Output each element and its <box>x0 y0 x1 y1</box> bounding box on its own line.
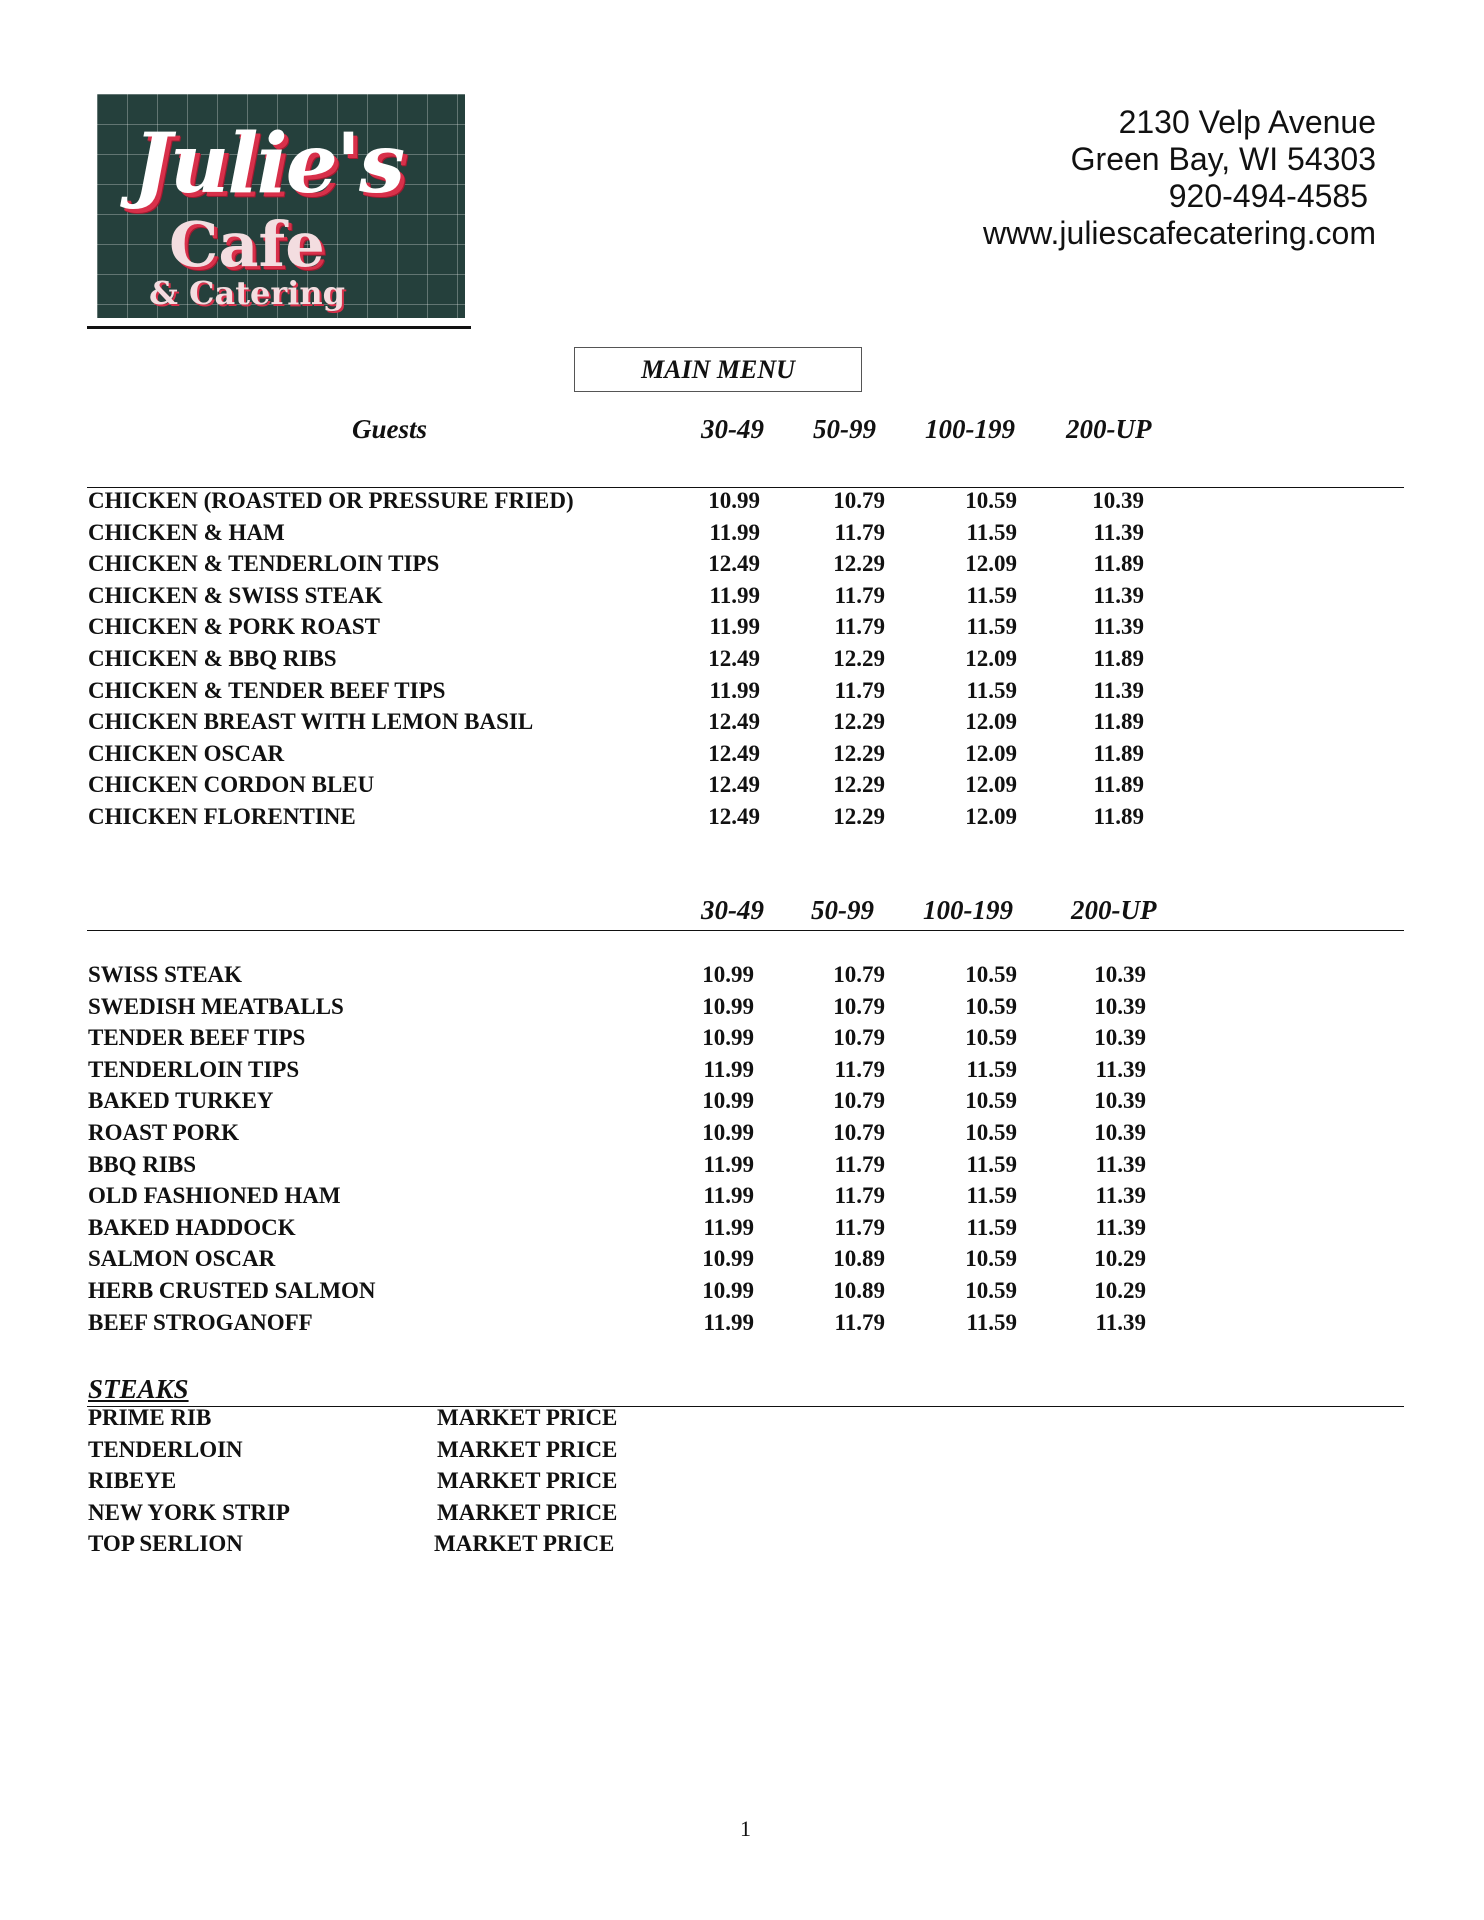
menu-item-price: 10.79 <box>833 962 885 987</box>
page-title: MAIN MENU <box>574 347 862 392</box>
menu-item-row <box>0 772 1484 802</box>
menu-item-name: CHICKEN & SWISS STEAK <box>88 582 383 608</box>
steak-row <box>0 1531 1484 1561</box>
menu-item-row <box>0 551 1484 581</box>
menu-item-price: 11.79 <box>834 582 885 608</box>
menu-item-price: 12.29 <box>833 551 885 577</box>
menu-item-price: 10.99 <box>702 962 754 987</box>
menu-item-name: OLD FASHIONED HAM <box>88 1183 341 1209</box>
menu-item-row <box>0 1215 1484 1245</box>
menu-item-price: 12.49 <box>708 804 760 829</box>
menu-item-price: 11.39 <box>1095 1214 1146 1240</box>
menu-item-price: 11.39 <box>1093 519 1144 545</box>
menu-item-price: 10.99 <box>702 993 754 1019</box>
menu-item-price: 11.89 <box>1093 740 1144 766</box>
menu-item-price: 12.49 <box>708 646 760 671</box>
guests-header: Guests <box>352 414 428 444</box>
menu-item-price: 10.29 <box>1094 1278 1146 1303</box>
menu-item-price: 11.59 <box>966 1183 1017 1209</box>
menu-item-row <box>0 804 1484 834</box>
steak-row <box>0 1468 1484 1498</box>
menu-item-row <box>0 1278 1484 1308</box>
menu-item-price: 11.79 <box>834 1056 885 1082</box>
menu-item-row <box>0 1088 1484 1118</box>
menu-item-name: TENDER BEEF TIPS <box>88 1025 306 1051</box>
menu-item-price: 11.99 <box>709 582 760 608</box>
menu-item-price: 10.99 <box>702 1246 754 1272</box>
menu-item-price: 10.59 <box>965 1120 1017 1145</box>
menu-item-name: CHICKEN (ROASTED OR PRESSURE FRIED) <box>88 488 574 513</box>
tier-header-4: 200-UP <box>1071 895 1157 925</box>
menu-item-price: 11.99 <box>703 1151 754 1177</box>
menu-item-price: 10.39 <box>1092 488 1144 513</box>
menu-item-row <box>0 1025 1484 1055</box>
tier-header-2: 50-99 <box>813 414 876 444</box>
menu-item-price: 11.59 <box>966 519 1017 545</box>
menu-item-name: SWEDISH MEATBALLS <box>88 993 344 1019</box>
steak-price: MARKET PRICE <box>434 1531 615 1557</box>
steak-row <box>0 1437 1484 1467</box>
menu-item-price: 11.59 <box>966 677 1017 703</box>
menu-item-price: 10.79 <box>833 488 885 513</box>
menu-item-price: 11.89 <box>1093 551 1144 577</box>
page-number: 1 <box>740 1816 751 1841</box>
menu-item-row <box>0 583 1484 613</box>
menu-item-price: 11.99 <box>703 1056 754 1082</box>
menu-item-price: 10.89 <box>833 1246 885 1272</box>
menu-item-price: 11.39 <box>1095 1309 1146 1335</box>
logo-tagline: & Catering <box>149 274 346 312</box>
address-city: Green Bay, WI 54303 <box>1070 141 1376 177</box>
menu-item-price: 12.49 <box>708 740 760 766</box>
menu-item-price: 12.09 <box>965 740 1017 766</box>
menu-item-name: SALMON OSCAR <box>88 1246 276 1272</box>
menu-item-price: 10.99 <box>702 1278 754 1303</box>
menu-item-price: 11.99 <box>709 519 760 545</box>
menu-item-price: 12.09 <box>965 772 1017 798</box>
menu-item-price: 11.39 <box>1095 1183 1146 1209</box>
logo-subtitle: Cafe <box>169 208 325 281</box>
menu-item-name: CHICKEN CORDON BLEU <box>88 772 375 798</box>
menu-item-name: TENDERLOIN TIPS <box>88 1056 300 1082</box>
menu-item-price: 11.59 <box>966 1214 1017 1240</box>
menu-item-price: 10.59 <box>965 1278 1017 1303</box>
tier-header-2: 50-99 <box>811 895 874 925</box>
steak-name: PRIME RIB <box>88 1405 212 1430</box>
steak-name: TOP SERLION <box>88 1531 243 1557</box>
menu-item-price: 12.49 <box>708 772 760 798</box>
menu-item-price: 10.79 <box>833 1025 885 1051</box>
menu-item-price: 10.79 <box>833 1120 885 1145</box>
menu-item-price: 10.29 <box>1094 1246 1146 1272</box>
menu-item-row <box>0 1120 1484 1150</box>
menu-item-price: 10.59 <box>965 1025 1017 1051</box>
menu-item-row <box>0 1057 1484 1087</box>
menu-item-price: 10.59 <box>965 993 1017 1019</box>
menu-item-price: 10.79 <box>833 993 885 1019</box>
menu-item-name: BBQ RIBS <box>88 1151 197 1177</box>
menu-item-price: 10.59 <box>965 1088 1017 1114</box>
menu-item-row <box>0 741 1484 771</box>
address-street: 2130 Velp Avenue <box>1118 104 1376 140</box>
menu-item-price: 10.59 <box>965 488 1017 513</box>
steak-price: MARKET PRICE <box>437 1468 618 1494</box>
menu-item-price: 12.29 <box>833 772 885 798</box>
section2-rule <box>87 930 1404 931</box>
address-website: www.juliescafecatering.com <box>982 215 1376 251</box>
menu-item-price: 12.09 <box>965 646 1017 671</box>
menu-item-row <box>0 520 1484 550</box>
tier-header-1: 30-49 <box>701 414 764 444</box>
menu-item-name: CHICKEN & TENDER BEEF TIPS <box>88 677 446 703</box>
menu-item-price: 11.59 <box>966 1309 1017 1335</box>
menu-item-row <box>0 1183 1484 1213</box>
menu-item-price: 11.89 <box>1093 646 1144 671</box>
menu-item-price: 10.99 <box>708 488 760 513</box>
address-phone: 920-494-4585 <box>1168 178 1368 214</box>
menu-item-row <box>0 1152 1484 1182</box>
menu-item-price: 11.79 <box>834 1183 885 1209</box>
menu-item-price: 11.39 <box>1093 582 1144 608</box>
menu-item-row <box>0 614 1484 644</box>
menu-item-price: 12.29 <box>833 804 885 829</box>
steak-row <box>0 1500 1484 1530</box>
menu-item-name: CHICKEN & BBQ RIBS <box>88 646 337 671</box>
menu-item-name: HERB CRUSTED SALMON <box>88 1278 376 1303</box>
menu-item-price: 12.09 <box>965 551 1017 577</box>
menu-item-price: 11.59 <box>966 1056 1017 1082</box>
menu-item-name: BEEF STROGANOFF <box>88 1309 313 1335</box>
menu-item-price: 10.99 <box>702 1120 754 1145</box>
logo-underline <box>87 326 471 329</box>
menu-item-price: 11.39 <box>1095 1151 1146 1177</box>
menu-item-price: 12.29 <box>833 646 885 671</box>
menu-item-price: 10.59 <box>965 962 1017 987</box>
steak-name: NEW YORK STRIP <box>88 1499 290 1525</box>
menu-item-name: SWISS STEAK <box>88 962 243 987</box>
steak-price: MARKET PRICE <box>437 1405 618 1430</box>
menu-item-row <box>0 1246 1484 1276</box>
menu-item-price: 11.39 <box>1093 614 1144 640</box>
menu-item-price: 11.99 <box>703 1214 754 1240</box>
menu-item-price: 12.09 <box>965 709 1017 735</box>
menu-item-price: 10.39 <box>1094 1025 1146 1051</box>
menu-item-price: 10.79 <box>833 1088 885 1114</box>
menu-item-price: 11.79 <box>834 1214 885 1240</box>
menu-item-price: 11.59 <box>966 614 1017 640</box>
menu-item-price: 11.79 <box>834 1151 885 1177</box>
menu-item-price: 10.39 <box>1094 993 1146 1019</box>
menu-item-price: 11.59 <box>966 582 1017 608</box>
menu-item-price: 10.59 <box>965 1246 1017 1272</box>
menu-item-price: 11.99 <box>703 1309 754 1335</box>
steak-name: TENDERLOIN <box>88 1436 243 1462</box>
menu-item-price: 11.89 <box>1093 804 1144 829</box>
menu-item-price: 10.89 <box>833 1278 885 1303</box>
menu-item-name: CHICKEN BREAST WITH LEMON BASIL <box>88 709 534 735</box>
menu-item-name: CHICKEN OSCAR <box>88 740 285 766</box>
menu-item-price: 11.39 <box>1095 1056 1146 1082</box>
menu-item-price: 12.49 <box>708 709 760 735</box>
menu-item-row <box>0 709 1484 739</box>
cafe-logo <box>97 94 465 318</box>
menu-item-name: CHICKEN & HAM <box>88 519 285 545</box>
menu-item-row <box>0 646 1484 676</box>
menu-item-price: 10.39 <box>1094 962 1146 987</box>
menu-item-price: 11.79 <box>834 677 885 703</box>
steak-row <box>0 1405 1484 1435</box>
menu-item-row <box>0 488 1484 518</box>
menu-item-price: 10.39 <box>1094 1088 1146 1114</box>
tier-header-3: 100-199 <box>925 414 1015 444</box>
menu-item-name: BAKED TURKEY <box>88 1088 274 1114</box>
menu-item-name: CHICKEN FLORENTINE <box>88 804 356 829</box>
menu-item-row <box>0 994 1484 1024</box>
menu-item-price: 12.29 <box>833 709 885 735</box>
menu-item-price: 12.29 <box>833 740 885 766</box>
tier-header-4: 200-UP <box>1066 414 1152 444</box>
menu-item-price: 11.89 <box>1093 709 1144 735</box>
menu-item-price: 11.99 <box>709 614 760 640</box>
menu-item-price: 10.39 <box>1094 1120 1146 1145</box>
menu-item-price: 11.79 <box>834 1309 885 1335</box>
menu-item-price: 11.79 <box>834 614 885 640</box>
menu-item-row <box>0 1310 1484 1340</box>
menu-item-name: CHICKEN & PORK ROAST <box>88 614 380 640</box>
menu-item-price: 11.89 <box>1093 772 1144 798</box>
address-block <box>983 104 1376 252</box>
menu-item-price: 10.99 <box>702 1088 754 1114</box>
menu-item-row <box>0 678 1484 708</box>
tier-header-1: 30-49 <box>701 895 764 925</box>
steak-price: MARKET PRICE <box>437 1436 618 1462</box>
menu-item-price: 11.99 <box>703 1183 754 1209</box>
menu-item-name: CHICKEN & TENDERLOIN TIPS <box>88 551 440 577</box>
menu-item-row <box>0 962 1484 992</box>
menu-item-price: 10.99 <box>702 1025 754 1051</box>
menu-item-price: 11.79 <box>834 519 885 545</box>
menu-item-name: ROAST PORK <box>88 1120 240 1145</box>
tier-header-3: 100-199 <box>923 895 1013 925</box>
steak-name: RIBEYE <box>88 1468 177 1494</box>
logo-title: Julie's <box>133 116 404 212</box>
steak-price: MARKET PRICE <box>437 1499 618 1525</box>
menu-item-price: 11.59 <box>966 1151 1017 1177</box>
menu-item-price: 12.09 <box>965 804 1017 829</box>
menu-item-price: 11.39 <box>1093 677 1144 703</box>
steaks-heading: STEAKS <box>88 1374 189 1404</box>
menu-item-name: BAKED HADDOCK <box>88 1214 296 1240</box>
menu-item-price: 11.99 <box>709 677 760 703</box>
menu-item-price: 12.49 <box>708 551 760 577</box>
